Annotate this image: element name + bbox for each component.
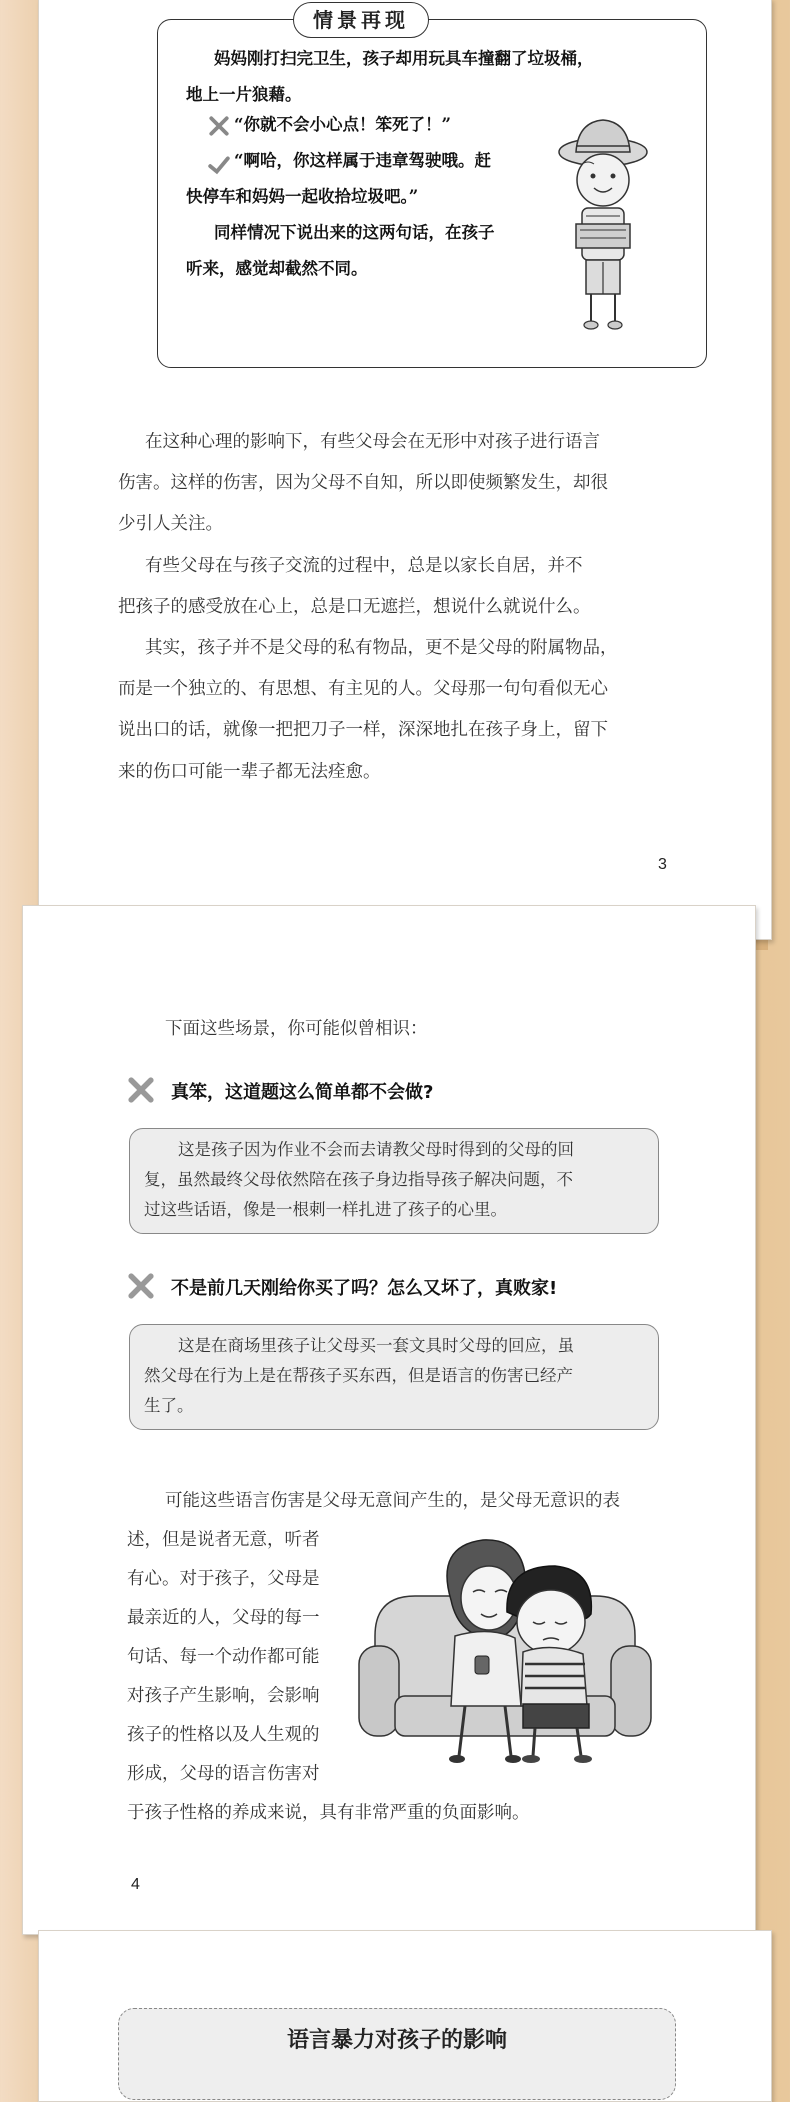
section-banner-title: 语言暴力对孩子的影响	[286, 2028, 507, 2053]
callout-line: 过这些话语，像是一根刺一样扎进了孩子的心里。	[144, 1200, 507, 1219]
paragraph-line: 孩子的性格以及人生观的	[127, 1725, 320, 1745]
book-page-4	[22, 905, 756, 1935]
intro-line: 下面这些场景，你可能似曾相识：	[165, 1019, 428, 1039]
paragraph-line: 句话、每一个动作都可能	[127, 1647, 320, 1667]
paragraph-line: 伤害。这样的伤害，因为父母不自知，所以即使频繁发生，却很	[118, 473, 608, 493]
paragraph-line: 有些父母在与孩子交流的过程中，总是以家长自居，并不	[145, 556, 583, 576]
section-banner	[118, 2008, 676, 2100]
scenario-line-3: 同样情况下说出来的这两句话，在孩子	[214, 223, 495, 242]
callout-line: 生了。	[144, 1396, 194, 1415]
paragraph-line: 形成，父母的语言伤害对	[127, 1764, 320, 1784]
paragraph-line: 说出口的话，就像一把把刀子一样，深深地扎在孩子身上，留下	[118, 720, 608, 740]
paragraph-line: 对孩子产生影响，会影响	[127, 1686, 320, 1706]
paragraph-line: 把孩子的感受放在心上，总是口无遮拦，想说什么就说什么。	[118, 597, 591, 617]
callout-line: 然父母在行为上是在帮孩子买东西，但是语言的伤害已经产	[144, 1366, 573, 1385]
paragraph-line: 其实，孩子并不是父母的私有物品，更不是父母的附属物品，	[145, 638, 618, 658]
page-number: 3	[658, 856, 667, 873]
case-1-heading: 真笨，这道题这么简单都不会做?	[171, 1082, 434, 1103]
case-1-callout	[129, 1128, 659, 1234]
paragraph-line: 而是一个独立的、有思想、有主见的人。父母那一句句看似无心	[118, 679, 608, 699]
scenario-line-4: 听来，感觉却截然不同。	[186, 259, 368, 278]
paragraph-line: 可能这些语言伤害是父母无意间产生的，是父母无意识的表	[165, 1491, 620, 1511]
book-page-3	[38, 0, 772, 940]
paragraph-line: 来的伤口可能一辈子都无法痊愈。	[118, 762, 381, 782]
case-2-callout	[129, 1324, 659, 1430]
callout-line: 复，虽然最终父母依然陪在孩子身边指导孩子解决问题，不	[144, 1170, 573, 1189]
cross-mark-icon	[208, 115, 230, 137]
right-quote-line-1: “啊哈，你这样属于违章驾驶哦。赶	[234, 151, 491, 170]
paragraph-line: 于孩子性格的养成来说，具有非常严重的负面影响。	[127, 1803, 530, 1823]
scenario-box	[157, 8, 707, 368]
scenario-line-2: 地上一片狼藉。	[186, 85, 302, 104]
paragraph-line: 最亲近的人，父母的每一	[127, 1608, 320, 1628]
cross-mark-icon	[127, 1272, 155, 1300]
callout-line: 这是在商场里孩子让父母买一套文具时父母的回应，虽	[178, 1336, 574, 1355]
case-2-heading: 不是前几天刚给你买了吗？怎么又坏了，真败家!	[171, 1278, 558, 1299]
paragraph-line: 在这种心理的影响下，有些父母会在无形中对孩子进行语言	[145, 432, 600, 452]
wrong-quote: “你就不会小心点！笨死了！”	[234, 115, 451, 134]
scenario-line-1: 妈妈刚打扫完卫生，孩子却用玩具车撞翻了垃圾桶，	[214, 49, 594, 68]
page-number: 4	[131, 1876, 140, 1893]
scenario-title: 情景再现	[293, 2, 429, 38]
check-mark-icon	[208, 154, 230, 176]
paragraph-line: 述，但是说者无意，听者	[127, 1530, 320, 1550]
mother-child-sofa-illustration	[355, 1526, 655, 1776]
boy-with-hat-illustration	[548, 112, 658, 352]
right-quote-line-2: 快停车和妈妈一起收拾垃圾吧。”	[186, 187, 419, 206]
paragraph-line: 少引人关注。	[118, 514, 223, 534]
cross-mark-icon	[127, 1076, 155, 1104]
paragraph-line: 有心。对于孩子，父母是	[127, 1569, 320, 1589]
callout-line: 这是孩子因为作业不会而去请教父母时得到的父母的回	[178, 1140, 574, 1159]
